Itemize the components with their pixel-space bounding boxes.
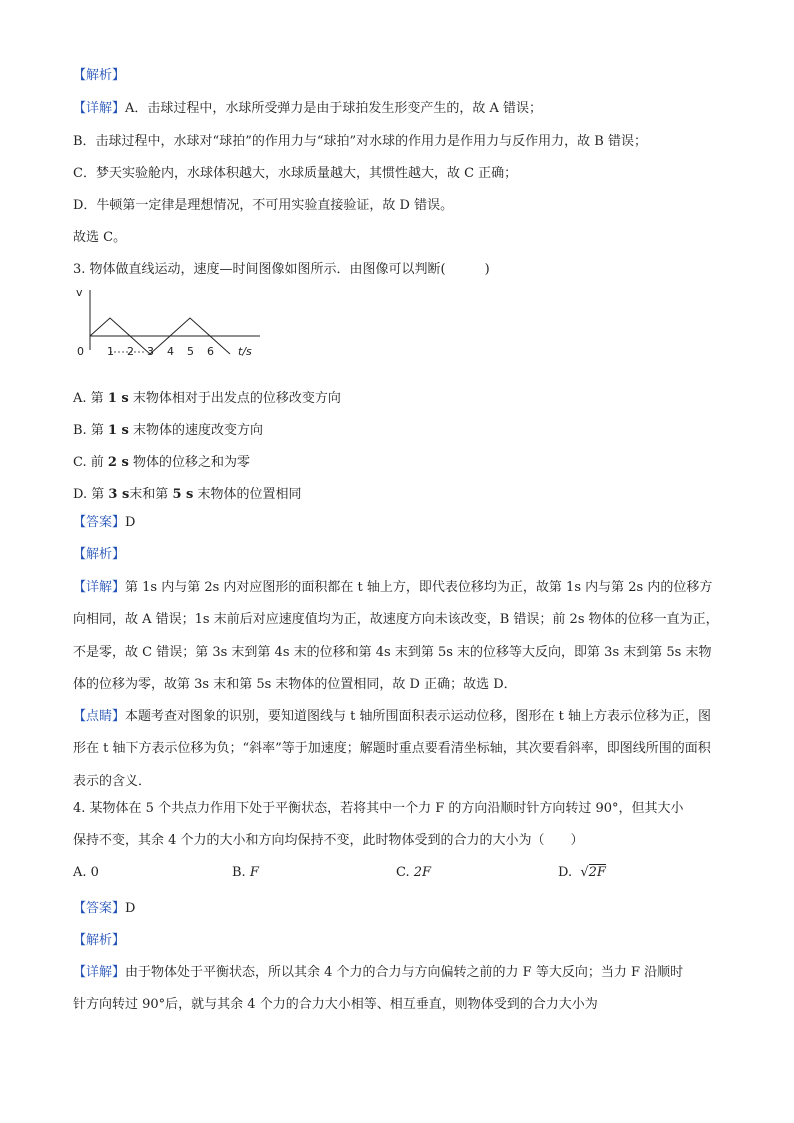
option-text: 末和第 bbox=[129, 487, 169, 502]
option-text: 第 bbox=[90, 423, 104, 438]
q4-stem-line1: 4. 某物体在 5 个共点力作用下处于平衡状态，若将其中一个力 F 的方向沿顺时针方向转过 90°，但其大小 bbox=[73, 801, 684, 816]
q3-option-a bbox=[73, 389, 341, 409]
dianjing-label: 【点睛】 bbox=[73, 709, 126, 724]
q4-answer bbox=[73, 899, 135, 919]
origin-label: 0 bbox=[77, 345, 84, 358]
q2-b-text: B．击球过程中，水球对“球拍”的作用力与“球拍”对水球的作用力是作用力与反作用力，故 B 错误； bbox=[73, 134, 647, 149]
detail-label: 【详解】 bbox=[73, 965, 126, 980]
q3-stem: 3. 物体做直线运动，速度—时间图像如图所示．由图像可以判断( ) bbox=[73, 262, 490, 277]
sqrt-symbol-icon: √ bbox=[580, 865, 589, 880]
answer-value: D bbox=[125, 515, 136, 530]
q3-detail-text: 第 1s 内与第 2s 内对应图形的面积都在 t 轴上方，即代表位移均为正，故第 1s 内与第 2s 内的位移方向相同，故 A 错误；1s 末前后对应速度值均为正，故速度方向未该改变，B 错误；前 2s 物体的位移一直为正，不是零，故 C 错误；第 3s 末到第 4s 末的位移和第 4s 末到第 5s 末的位移等大反向，即第 3s 末到第 5s 末物体的位移为零，故第 3s 末和第 5s 末物体的位置相同，故 D 正确；故选 D． bbox=[73, 580, 719, 692]
option-value: F bbox=[249, 865, 259, 880]
q2-c-text: C．梦天实验舱内，水球体积越大，水球质量越大，其惯性越大，故 C 正确； bbox=[73, 166, 518, 181]
jiexi-label: 【解析】 bbox=[73, 933, 126, 948]
sqrt-expression bbox=[580, 863, 606, 883]
option-text: 前 bbox=[90, 455, 104, 470]
q3-dianjing bbox=[73, 701, 723, 798]
answer-label: 【答案】 bbox=[73, 901, 126, 916]
q2-a-text: A．击球过程中，水球所受弹力是由于球拍发生形变产生的，故 A 错误； bbox=[125, 101, 543, 116]
jiexi-label: 【解析】 bbox=[73, 68, 126, 83]
q4-detail-line1 bbox=[73, 963, 683, 983]
option-text: 末物体相对于出发点的位移改变方向 bbox=[132, 391, 341, 406]
q2-detail-a bbox=[73, 99, 542, 119]
option-text: 物体的位移之和为零 bbox=[132, 455, 250, 470]
option-letter: B. bbox=[232, 865, 246, 880]
option-text: 第 bbox=[90, 391, 104, 406]
option-number: 1 s bbox=[107, 391, 129, 406]
tick-label-5: 5 bbox=[187, 345, 194, 358]
q3-option-c bbox=[73, 453, 250, 473]
option-text: 末物体的位置相同 bbox=[197, 487, 302, 502]
option-number: 5 s bbox=[172, 487, 194, 502]
option-text: 末物体的速度改变方向 bbox=[133, 423, 264, 438]
q4-option-d bbox=[558, 863, 606, 883]
option-letter: D. bbox=[73, 487, 88, 502]
q2-conclusion: 故选 C。 bbox=[73, 230, 127, 245]
q3-dianjing-text: 本题考查对图象的识别，要知道图线与 t 轴所围面积表示运动位移，图形在 t 轴上方表示位移为正，图形在 t 轴下方表示位移为负；“斜率”等于加速度；解题时重点要看清坐标轴，其次要看斜率，即图线所围的面积表示的含义． bbox=[73, 709, 711, 789]
q3-answer bbox=[73, 513, 135, 533]
option-number: 1 s bbox=[107, 423, 129, 438]
option-value: 2F bbox=[413, 865, 432, 880]
tick-label-2: 2 bbox=[127, 345, 134, 358]
q4-detail-line2: 针方向转过 90°后，就与其余 4 个力的合力大小相等、相互垂直，则物体受到的合力大小为 bbox=[73, 997, 598, 1012]
x-axis-label: t/s bbox=[238, 345, 252, 358]
q2-d-text: D．牛顿第一定律是理想情况，不可用实验直接验证，故 D 错误。 bbox=[73, 198, 454, 213]
option-number: 2 s bbox=[107, 455, 129, 470]
q4-stem-line2: 保持不变，其余 4 个力的大小和方向均保持不变，此时物体受到的合力的大小为（ ） bbox=[73, 833, 584, 848]
option-value: 0 bbox=[90, 865, 99, 880]
jiexi-label: 【解析】 bbox=[73, 547, 126, 562]
option-letter: D. bbox=[558, 865, 573, 880]
option-number: 3 s bbox=[108, 487, 130, 502]
option-letter: A. bbox=[73, 865, 87, 880]
q3-option-b bbox=[73, 421, 263, 441]
q3-option-d bbox=[73, 485, 301, 505]
answer-value: D bbox=[125, 901, 136, 916]
option-letter: C. bbox=[396, 865, 410, 880]
q4-option-c bbox=[396, 863, 431, 883]
q4-option-b bbox=[232, 863, 259, 883]
option-text: 第 bbox=[91, 487, 105, 502]
option-value: 2F bbox=[588, 865, 606, 880]
q4-option-a bbox=[73, 863, 99, 883]
tick-label-6: 6 bbox=[207, 345, 214, 358]
tick-label-3: 3 bbox=[147, 345, 154, 358]
detail-label: 【详解】 bbox=[73, 580, 126, 595]
option-letter: B. bbox=[73, 423, 87, 438]
option-letter: A. bbox=[73, 391, 87, 406]
velocity-time-graph bbox=[72, 282, 272, 372]
q4-detail-text1: 由于物体处于平衡状态，所以其余 4 个力的合力与方向偏转之前的力 F 等大反向；当力 F 沿顺时 bbox=[125, 965, 684, 980]
answer-label: 【答案】 bbox=[73, 515, 126, 530]
tick-label-1: 1 bbox=[107, 345, 114, 358]
q3-detail bbox=[73, 572, 723, 701]
detail-label: 【详解】 bbox=[73, 101, 126, 116]
option-letter: C. bbox=[73, 455, 87, 470]
tick-label-4: 4 bbox=[167, 345, 174, 358]
y-axis-label: v bbox=[76, 286, 83, 299]
